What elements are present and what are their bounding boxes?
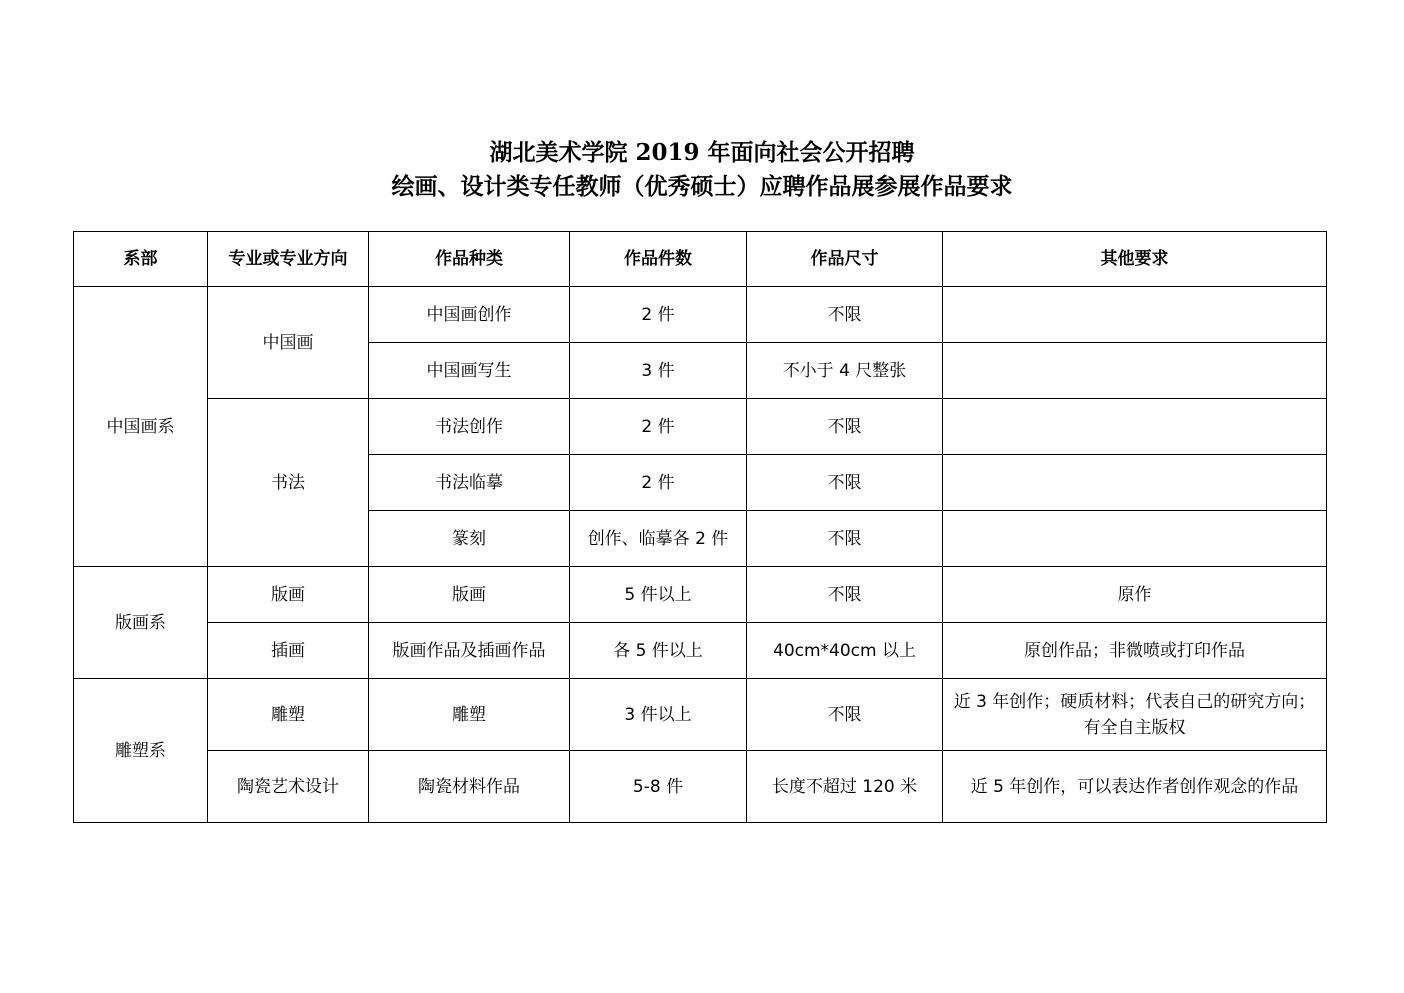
table-row [74,399,1327,455]
other-cell: 近 3 年创作；硬质材料；代表自己的研究方向；有全自主版权 [943,679,1327,751]
type-cell: 中国画创作 [369,287,570,343]
count-cell: 3 件 [570,343,747,399]
count-cell: 5 件以上 [570,567,747,623]
size-cell: 长度不超过 120 米 [747,751,943,823]
table-row [74,751,1327,823]
size-cell: 不限 [747,399,943,455]
size-cell: 不小于 4 尺整张 [747,343,943,399]
other-cell [943,343,1327,399]
count-cell: 5-8 件 [570,751,747,823]
header-type: 作品种类 [369,232,570,287]
requirements-table [73,231,1327,823]
type-cell: 篆刻 [369,511,570,567]
count-cell: 2 件 [570,455,747,511]
header-count: 作品件数 [570,232,747,287]
size-cell: 不限 [747,567,943,623]
other-cell [943,455,1327,511]
title-line-1: 湖北美术学院 2019 年面向社会公开招聘 [489,139,915,166]
count-cell: 3 件以上 [570,679,747,751]
table-row [74,679,1327,751]
type-cell: 版画作品及插画作品 [369,623,570,679]
count-cell: 各 5 件以上 [570,623,747,679]
type-cell: 书法临摹 [369,455,570,511]
other-cell: 近 5 年创作，可以表达作者创作观念的作品 [943,751,1327,823]
table-row [74,623,1327,679]
other-cell: 原作 [943,567,1327,623]
count-cell: 2 件 [570,287,747,343]
type-cell: 雕塑 [369,679,570,751]
count-cell: 创作、临摹各 2 件 [570,511,747,567]
header-row [74,232,1327,287]
table-row [74,287,1327,343]
dept-cell: 中国画系 [74,287,208,567]
other-cell: 原创作品；非微喷或打印作品 [943,623,1327,679]
other-cell [943,511,1327,567]
document-title [0,136,1404,204]
header-size: 作品尺寸 [747,232,943,287]
header-major: 专业或专业方向 [208,232,369,287]
dept-cell: 版画系 [74,567,208,679]
other-cell [943,399,1327,455]
type-cell: 中国画写生 [369,343,570,399]
header-dept: 系部 [74,232,208,287]
size-cell: 不限 [747,455,943,511]
count-cell: 2 件 [570,399,747,455]
major-cell: 版画 [208,567,369,623]
size-cell: 不限 [747,679,943,751]
major-cell: 插画 [208,623,369,679]
header-other: 其他要求 [943,232,1327,287]
type-cell: 书法创作 [369,399,570,455]
size-cell: 40cm*40cm 以上 [747,623,943,679]
type-cell: 陶瓷材料作品 [369,751,570,823]
major-cell: 陶瓷艺术设计 [208,751,369,823]
type-cell: 版画 [369,567,570,623]
title-line-2: 绘画、设计类专任教师（优秀硕士）应聘作品展参展作品要求 [391,173,1013,200]
size-cell: 不限 [747,287,943,343]
major-cell: 书法 [208,399,369,567]
size-cell: 不限 [747,511,943,567]
major-cell: 雕塑 [208,679,369,751]
major-cell: 中国画 [208,287,369,399]
other-cell [943,287,1327,343]
dept-cell: 雕塑系 [74,679,208,823]
table-row [74,567,1327,623]
